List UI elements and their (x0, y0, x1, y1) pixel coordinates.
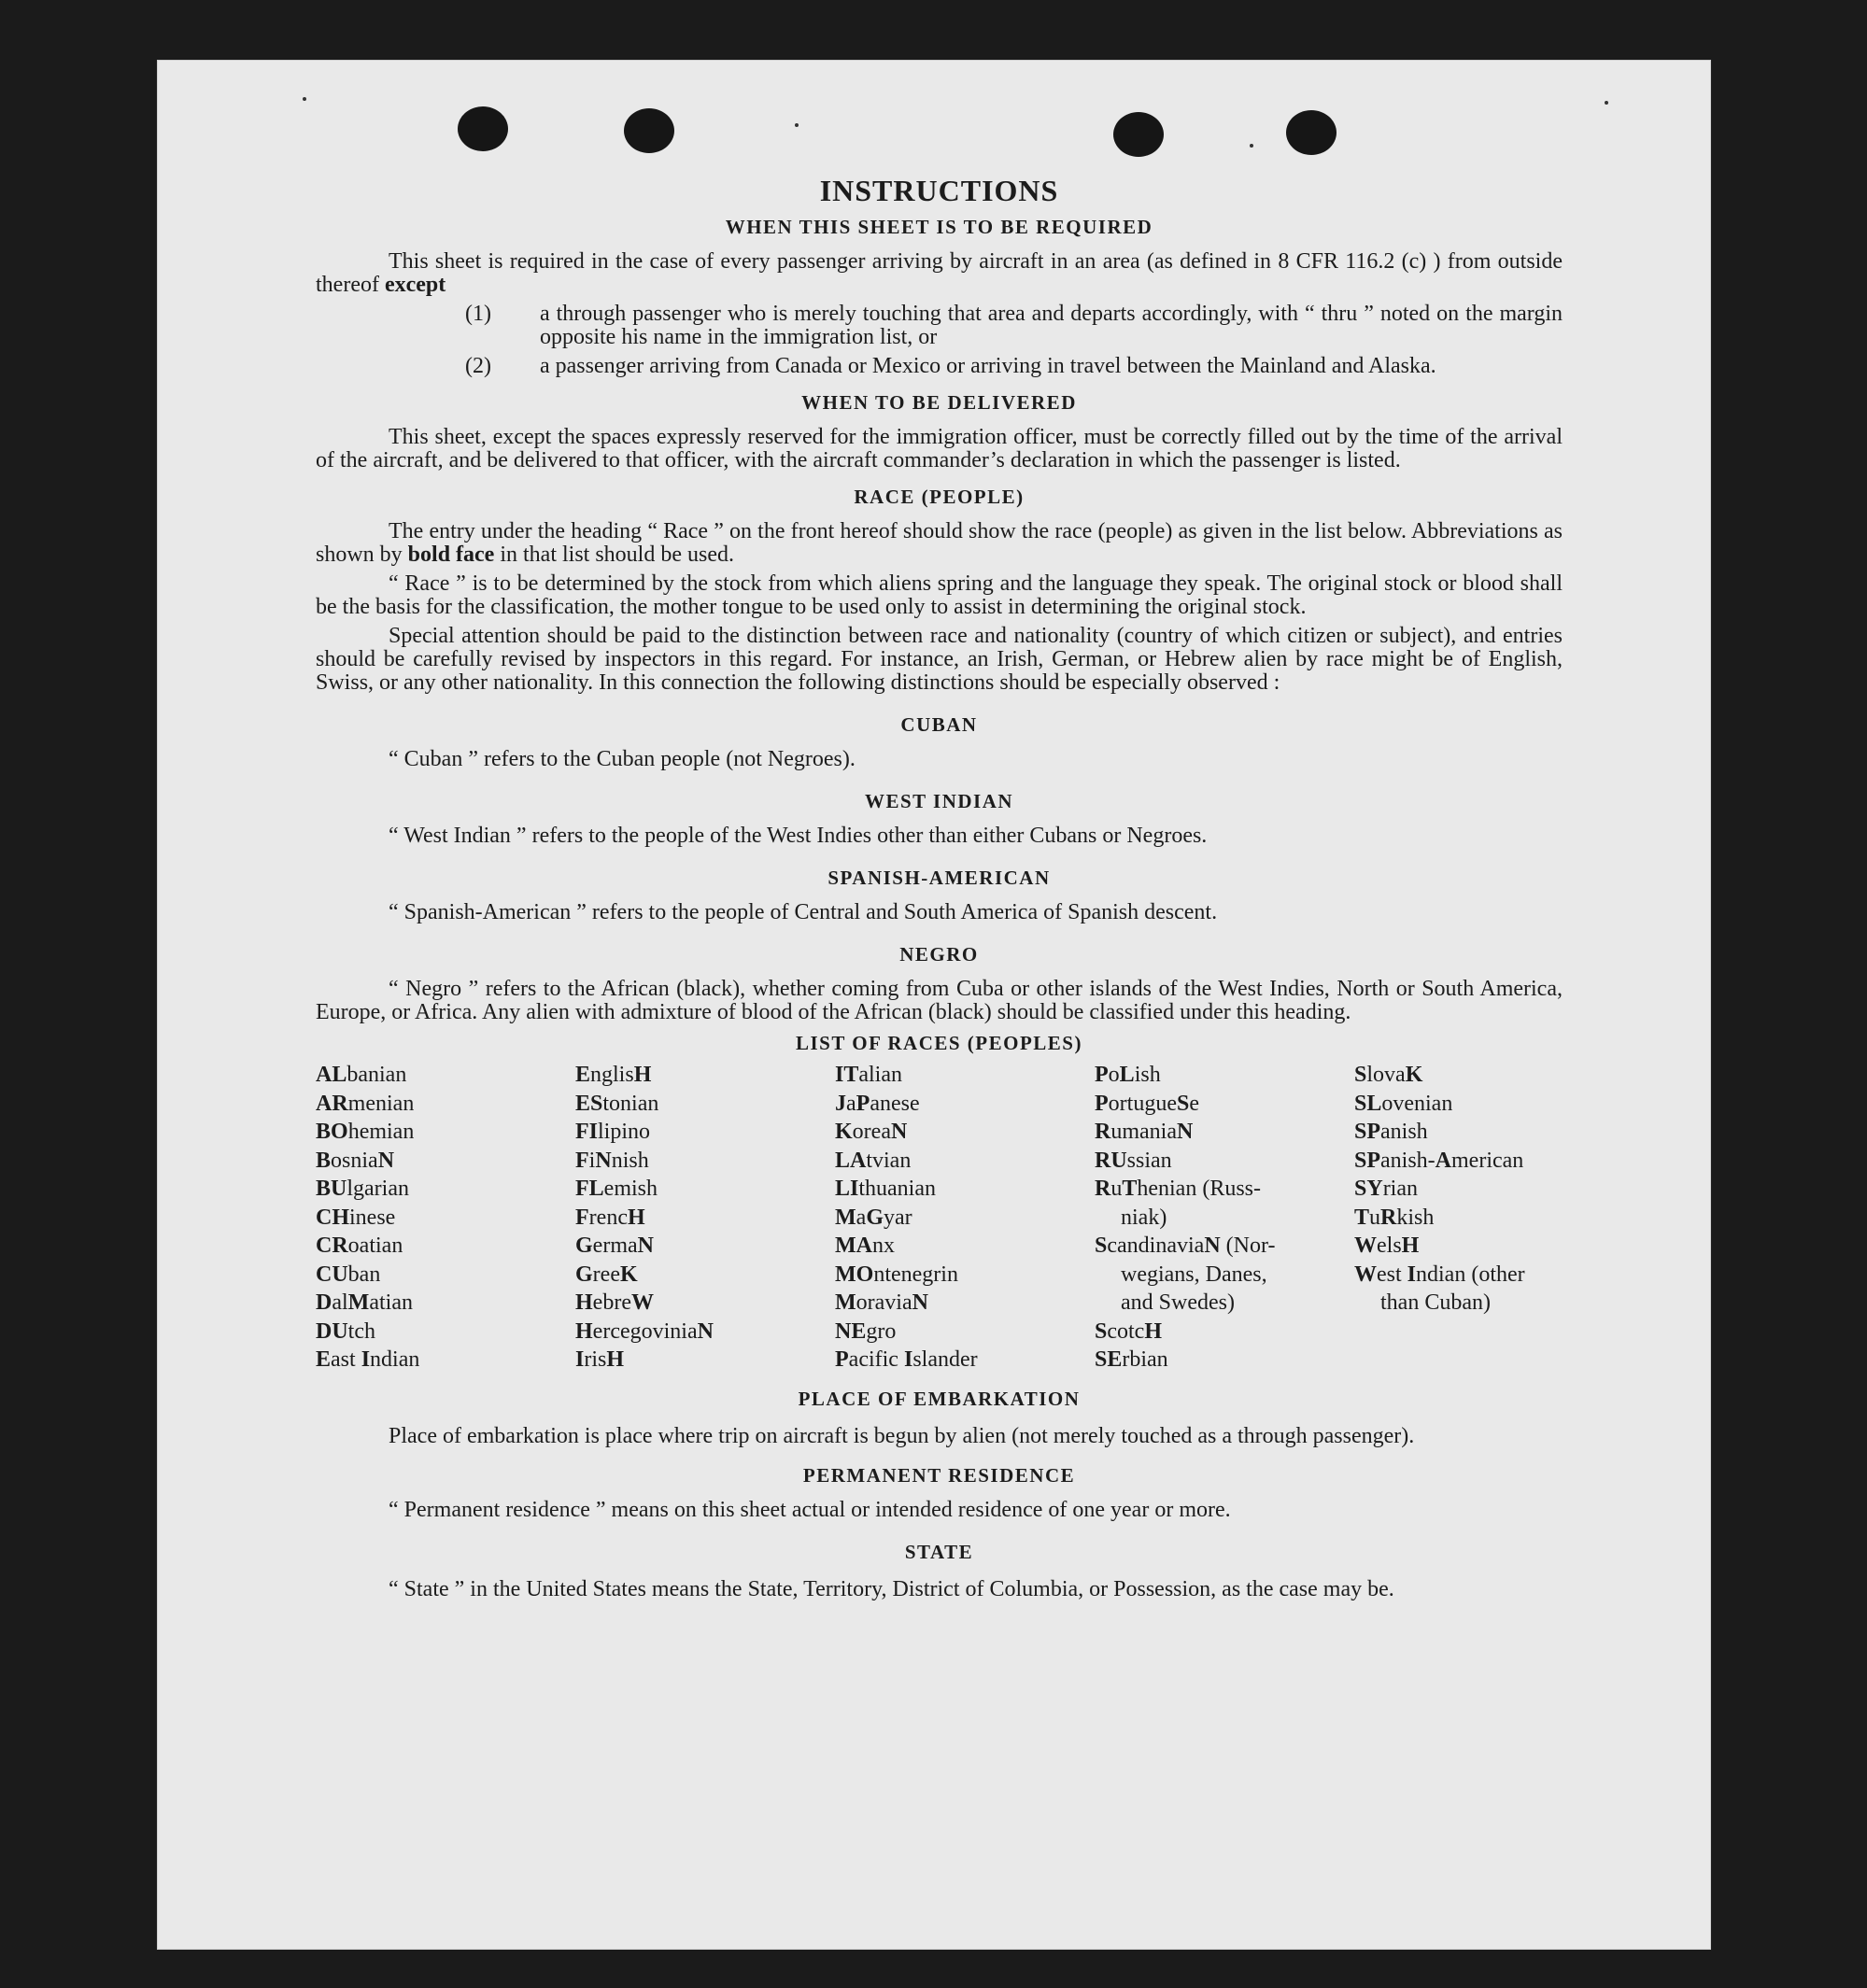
race-abbreviation: N (697, 1318, 714, 1344)
race-text: rian (1382, 1177, 1418, 1201)
races-column (835, 1061, 1095, 1375)
race-entry (835, 1289, 1087, 1318)
race-entry (835, 1204, 1087, 1233)
race-abbreviation: P (1095, 1091, 1109, 1116)
races-column (1095, 1061, 1354, 1375)
race-text: ast (331, 1347, 361, 1372)
race-entry (575, 1118, 827, 1147)
race-abbreviation: E (316, 1347, 332, 1372)
races-column (316, 1061, 575, 1375)
race-entry (316, 1261, 568, 1290)
race-entry-continuation (1095, 1289, 1347, 1318)
paper-speck (303, 97, 306, 101)
race-text: oravia (856, 1290, 912, 1315)
heading-embarkation: PLACE OF EMBARKATION (798, 1387, 1081, 1410)
race-entry (1095, 1090, 1347, 1119)
race-text: ree (592, 1262, 620, 1287)
race-abbreviation: N (1204, 1234, 1221, 1258)
race-text: nish (611, 1148, 649, 1173)
race-text: atian (369, 1290, 413, 1315)
paper-speck (795, 123, 799, 127)
race-abbreviation: N (377, 1148, 395, 1173)
race-abbreviation: G (575, 1262, 593, 1287)
race-abbreviation: G (575, 1234, 593, 1258)
race-text: orea (852, 1120, 891, 1144)
race-abbreviation: SP (1354, 1148, 1381, 1173)
race-abbreviation: N (912, 1290, 928, 1315)
race-text: oatian (347, 1234, 403, 1258)
race-text: els (1377, 1234, 1402, 1258)
race-entry (316, 1232, 568, 1261)
race-abbreviation: LA (835, 1148, 867, 1173)
races-table (316, 1061, 1563, 1375)
race-entry (316, 1118, 568, 1147)
race-text: thuanian (858, 1177, 936, 1201)
race-abbreviation: S (1095, 1234, 1108, 1258)
paper-speck (1605, 101, 1608, 105)
race-abbreviation: N (637, 1234, 654, 1258)
race-abbreviation: SY (1354, 1177, 1383, 1201)
race-entry (1095, 1147, 1347, 1176)
race-entry (1095, 1318, 1347, 1346)
race-text: and Swedes) (1121, 1290, 1235, 1315)
required-intro-bold: except (384, 273, 446, 297)
race-abbreviation: K (619, 1262, 638, 1287)
race-entry (575, 1061, 827, 1090)
race-entry (316, 1204, 568, 1233)
race-text: ish (1134, 1063, 1161, 1087)
race-abbreviation: IT (835, 1063, 859, 1087)
race-entry (316, 1061, 568, 1090)
race-abbreviation: N (1176, 1120, 1194, 1144)
race-text: ndian (other (1416, 1262, 1525, 1287)
heading-race: RACE (PEOPLE) (854, 486, 1025, 508)
race-entry (1354, 1204, 1557, 1233)
race-entry (575, 1261, 827, 1290)
paper-speck (1250, 144, 1253, 148)
race-entry (575, 1318, 827, 1346)
race-text: nx (871, 1234, 895, 1258)
race-abbreviation: SL (1354, 1091, 1382, 1116)
race-entry (316, 1090, 568, 1119)
heading-state: STATE (904, 1540, 974, 1563)
race-entry (575, 1232, 827, 1261)
race-text: tch (347, 1318, 375, 1344)
race-entry (1354, 1232, 1557, 1261)
race-entry (316, 1346, 568, 1375)
race-text: emish (603, 1177, 658, 1201)
race-abbreviation: SP (1354, 1120, 1381, 1144)
race-text: rbian (1122, 1347, 1168, 1372)
race-abbreviation: I (1407, 1262, 1417, 1287)
race-p1-bold: bold face (407, 543, 495, 567)
race-text: wegians, Danes, (1121, 1262, 1267, 1287)
race-text: alian (858, 1063, 902, 1087)
required-intro (316, 250, 1563, 297)
race-text: lipino (598, 1120, 651, 1144)
race-text: ndian (370, 1347, 420, 1372)
race-abbreviation: I (361, 1347, 371, 1372)
race-abbreviation: H (606, 1347, 625, 1372)
race-text: nglis (590, 1063, 634, 1087)
spanish-american-text: “ Spanish-American ” refers to the people of Central and South America of Spanish descent. (389, 900, 1218, 924)
race-text: ban (347, 1262, 381, 1287)
race-entry (575, 1346, 827, 1375)
race-abbreviation: R (1095, 1177, 1111, 1201)
race-abbreviation: T (1354, 1205, 1370, 1230)
race-abbreviation: MA (835, 1234, 872, 1258)
race-abbreviation: AL (316, 1063, 347, 1087)
race-text: e (1189, 1091, 1199, 1116)
heading-residence: PERMANENT RESIDENCE (802, 1463, 1076, 1487)
race-abbreviation: E (575, 1063, 591, 1087)
race-abbreviation: M (835, 1205, 856, 1230)
punch-hole (624, 108, 674, 153)
heading-list-of-races: LIST OF RACES (PEOPLES) (796, 1032, 1082, 1054)
race-abbreviation: RU (1095, 1148, 1127, 1173)
race-text: a (846, 1091, 856, 1116)
race-entry (835, 1232, 1087, 1261)
heading-delivered: WHEN TO BE DELIVERED (801, 391, 1077, 414)
item-text: a passenger arriving from Canada or Mexico or arriving in travel between the Mainland and Alaska. (540, 354, 1436, 378)
race-abbreviation: DU (316, 1318, 348, 1344)
race-entry (575, 1204, 827, 1233)
race-abbreviation: NE (835, 1318, 867, 1344)
race-text: gro (866, 1318, 897, 1344)
race-abbreviation: SE (1095, 1347, 1123, 1372)
item-text: a through passenger who is merely touching that area and departs accordingly, with “ thru ” noted on the margin opposite his name in the immigration list, or (540, 302, 1563, 349)
race-entry (575, 1090, 827, 1119)
race-abbreviation: A (1435, 1148, 1452, 1173)
race-text: al (332, 1290, 348, 1315)
race-abbreviation: S (1176, 1091, 1190, 1116)
race-entry (316, 1147, 568, 1176)
race-text: lova (1366, 1063, 1406, 1087)
race-abbreviation: I (575, 1347, 585, 1372)
race-abbreviation: R (1095, 1120, 1111, 1144)
race-entry (835, 1118, 1087, 1147)
race-text: hemian (347, 1120, 415, 1144)
race-entry (1354, 1147, 1557, 1176)
race-abbreviation: M (835, 1290, 856, 1315)
race-paragraph-3: Special attention should be paid to the distinction between race and nationality (country of which citizen or subject), and entries should be carefully revised by inspectors in this regard. For instance, an Irish, German, or Hebrew alien by race might be of English, Swiss, or any other nationality. In this connection the following distinctions should be especially observed : (316, 624, 1563, 695)
race-abbreviation: FL (575, 1177, 604, 1201)
race-text: henian (Russ- (1137, 1177, 1262, 1201)
heading-cuban: CUBAN (900, 713, 978, 736)
race-text: kish (1396, 1205, 1435, 1230)
race-entry-continuation (1354, 1289, 1557, 1318)
race-text: ortugue (1108, 1091, 1177, 1116)
race-text: banian (347, 1063, 407, 1087)
page-title: INSTRUCTIONS (819, 174, 1059, 207)
race-abbreviation: S (1354, 1063, 1367, 1087)
race-text: renc (588, 1205, 628, 1230)
race-entry (835, 1090, 1087, 1119)
race-abbreviation: T (1122, 1177, 1138, 1201)
state-text: “ State ” in the United States means the State, Territory, District of Columbia, or Possession, as the case may be. (389, 1576, 1394, 1601)
heading-west-indian: WEST INDIAN (864, 790, 1014, 812)
race-entry (1095, 1061, 1347, 1090)
punch-hole (458, 106, 508, 151)
race-abbreviation: BO (316, 1120, 348, 1144)
race-text: ntenegrin (873, 1262, 958, 1287)
punch-hole (1113, 112, 1164, 157)
race-abbreviation: J (835, 1091, 846, 1116)
race-entry (316, 1318, 568, 1346)
race-entry (835, 1318, 1087, 1346)
race-abbreviation: P (1095, 1063, 1109, 1087)
race-abbreviation: F (575, 1148, 589, 1173)
race-text: cotc (1107, 1318, 1145, 1344)
race-text: tonian (602, 1091, 659, 1116)
race-abbreviation: P (856, 1091, 870, 1116)
race-entry (835, 1261, 1087, 1290)
race-entry-continuation (1095, 1204, 1347, 1233)
races-column (575, 1061, 835, 1375)
race-text: ebre (592, 1290, 631, 1315)
race-abbreviation: H (1144, 1318, 1163, 1344)
race-entry (1354, 1061, 1557, 1090)
race-abbreviation: CU (316, 1262, 348, 1287)
race-text: ovenian (1381, 1091, 1453, 1116)
race-entry (835, 1346, 1087, 1375)
instructions-content (316, 174, 1563, 1610)
heading-negro: NEGRO (899, 943, 979, 966)
race-text: ris (584, 1347, 607, 1372)
race-abbreviation: H (1401, 1234, 1420, 1258)
race-entry (316, 1175, 568, 1204)
race-entry (1095, 1175, 1347, 1204)
race-text: menian (347, 1091, 415, 1116)
race-text: anish (1380, 1120, 1428, 1144)
race-entry-continuation (1095, 1261, 1347, 1290)
race-abbreviation: H (627, 1205, 645, 1230)
item-number: (2) (465, 354, 491, 378)
race-abbreviation: B (316, 1148, 332, 1173)
race-abbreviation: M (347, 1290, 370, 1315)
race-text: slander (912, 1347, 978, 1372)
punch-hole (1286, 110, 1337, 155)
race-text: niak) (1121, 1205, 1167, 1230)
race-entry (835, 1061, 1087, 1090)
residence-text: “ Permanent residence ” means on this sheet actual or intended residence of one year or more. (389, 1497, 1231, 1522)
heading-required: WHEN THIS SHEET IS TO BE REQUIRED (725, 216, 1153, 238)
race-text: tvian (866, 1148, 912, 1173)
race-entry (1095, 1118, 1347, 1147)
race-abbreviation: W (630, 1290, 654, 1315)
race-abbreviation: K (1405, 1063, 1423, 1087)
race-text: i (588, 1148, 596, 1173)
race-entry (575, 1175, 827, 1204)
race-entry (575, 1147, 827, 1176)
race-text: than Cuban) (1380, 1290, 1491, 1315)
race-text: osnia (331, 1148, 378, 1173)
race-entry (1095, 1346, 1347, 1375)
race-abbreviation: LI (835, 1177, 859, 1201)
negro-text: “ Negro ” refers to the African (black), whether coming from Cuba or other islands of the West Indies, North or South America, Europe, or Africa. Any alien with admixture of blood of the African (black) should be classified under this heading. (316, 977, 1563, 1024)
west-indian-text: “ West Indian ” refers to the people of the West Indies other than either Cubans or Negroes. (389, 824, 1208, 848)
document-page (157, 60, 1711, 1950)
race-entry (575, 1289, 827, 1318)
race-abbreviation: R (1380, 1205, 1397, 1230)
race-abbreviation: CR (316, 1234, 348, 1258)
race-entry (1354, 1175, 1557, 1204)
race-p1-end: in that list should be used. (500, 543, 734, 567)
race-abbreviation: G (866, 1205, 884, 1230)
race-entry (1095, 1232, 1347, 1261)
race-paragraph-2: “ Race ” is to be determined by the stock from which aliens spring and the language they speak. The original stock or blood shall be the basis for the classification, the mother tongue to be used only to assist in determining the original stock. (316, 571, 1563, 619)
race-text: umania (1110, 1120, 1177, 1144)
race-abbreviation: ES (575, 1091, 603, 1116)
delivered-text: This sheet, except the spaces expressly reserved for the immigration officer, must be correctly filled out by the time of the arrival of the aircraft, and be delivered to that officer, with the aircraft commander’s declaration in which the passenger is listed. (316, 425, 1563, 472)
race-text: anish- (1380, 1148, 1436, 1173)
race-text: candinavia (1107, 1234, 1205, 1258)
item-number: (1) (465, 302, 491, 326)
races-column (1354, 1061, 1564, 1375)
race-text: a (856, 1205, 867, 1230)
embarkation-text: Place of embarkation is place where trip on aircraft is begun by alien (not merely touched as a through passenger). (389, 1423, 1415, 1448)
race-abbreviation: H (575, 1318, 593, 1344)
race-abbreviation: H (575, 1290, 593, 1315)
race-abbreviation: H (633, 1063, 652, 1087)
race-abbreviation: FI (575, 1120, 598, 1144)
race-text: ercegovinia (592, 1318, 698, 1344)
race-text: u (1369, 1205, 1381, 1230)
race-abbreviation: CH (316, 1205, 349, 1230)
race-entry (1354, 1261, 1557, 1290)
race-text: (Nor- (1220, 1234, 1276, 1258)
race-abbreviation: N (890, 1120, 908, 1144)
race-abbreviation: AR (316, 1091, 348, 1116)
race-text: u (1110, 1177, 1123, 1201)
race-abbreviation: MO (835, 1262, 874, 1287)
required-intro-text: This sheet is required in the case of every passenger arriving by aircraft in an area (as defined in 8 CFR 116.2 (c) ) from outside thereof (316, 249, 1563, 297)
race-entry (1354, 1118, 1557, 1147)
race-entry (835, 1147, 1087, 1176)
race-abbreviation: S (1095, 1318, 1108, 1344)
race-abbreviation: BU (316, 1177, 347, 1201)
race-entry (835, 1175, 1087, 1204)
race-abbreviation: W (1354, 1234, 1377, 1258)
race-text: ssian (1126, 1148, 1172, 1173)
race-text: yar (883, 1205, 912, 1230)
race-abbreviation: N (595, 1148, 612, 1173)
heading-spanish-american: SPANISH-AMERICAN (827, 867, 1051, 889)
race-text: o (1108, 1063, 1120, 1087)
required-item-2 (316, 355, 1563, 378)
race-abbreviation: D (316, 1290, 332, 1315)
race-abbreviation: F (575, 1205, 589, 1230)
race-text: erma (592, 1234, 638, 1258)
required-item-1 (316, 303, 1563, 349)
race-text: anese (870, 1091, 920, 1116)
race-entry (1354, 1090, 1557, 1119)
race-text: acific (848, 1347, 904, 1372)
race-text: inese (349, 1205, 396, 1230)
race-abbreviation: L (1119, 1063, 1135, 1087)
race-abbreviation: P (835, 1347, 849, 1372)
cuban-text: “ Cuban ” refers to the Cuban people (not Negroes). (389, 747, 856, 771)
race-abbreviation: W (1354, 1262, 1377, 1287)
race-entry (316, 1289, 568, 1318)
race-p1-start: The entry under the heading “ Race ” on the front hereof should show the race (people) as given in the list below. Abbreviations as shown by (316, 519, 1563, 567)
race-abbreviation: I (903, 1347, 913, 1372)
race-text: lgarian (347, 1177, 409, 1201)
race-text: merican (1451, 1148, 1524, 1173)
race-abbreviation: K (835, 1120, 853, 1144)
race-paragraph-1 (316, 520, 1563, 567)
race-text: est (1377, 1262, 1407, 1287)
